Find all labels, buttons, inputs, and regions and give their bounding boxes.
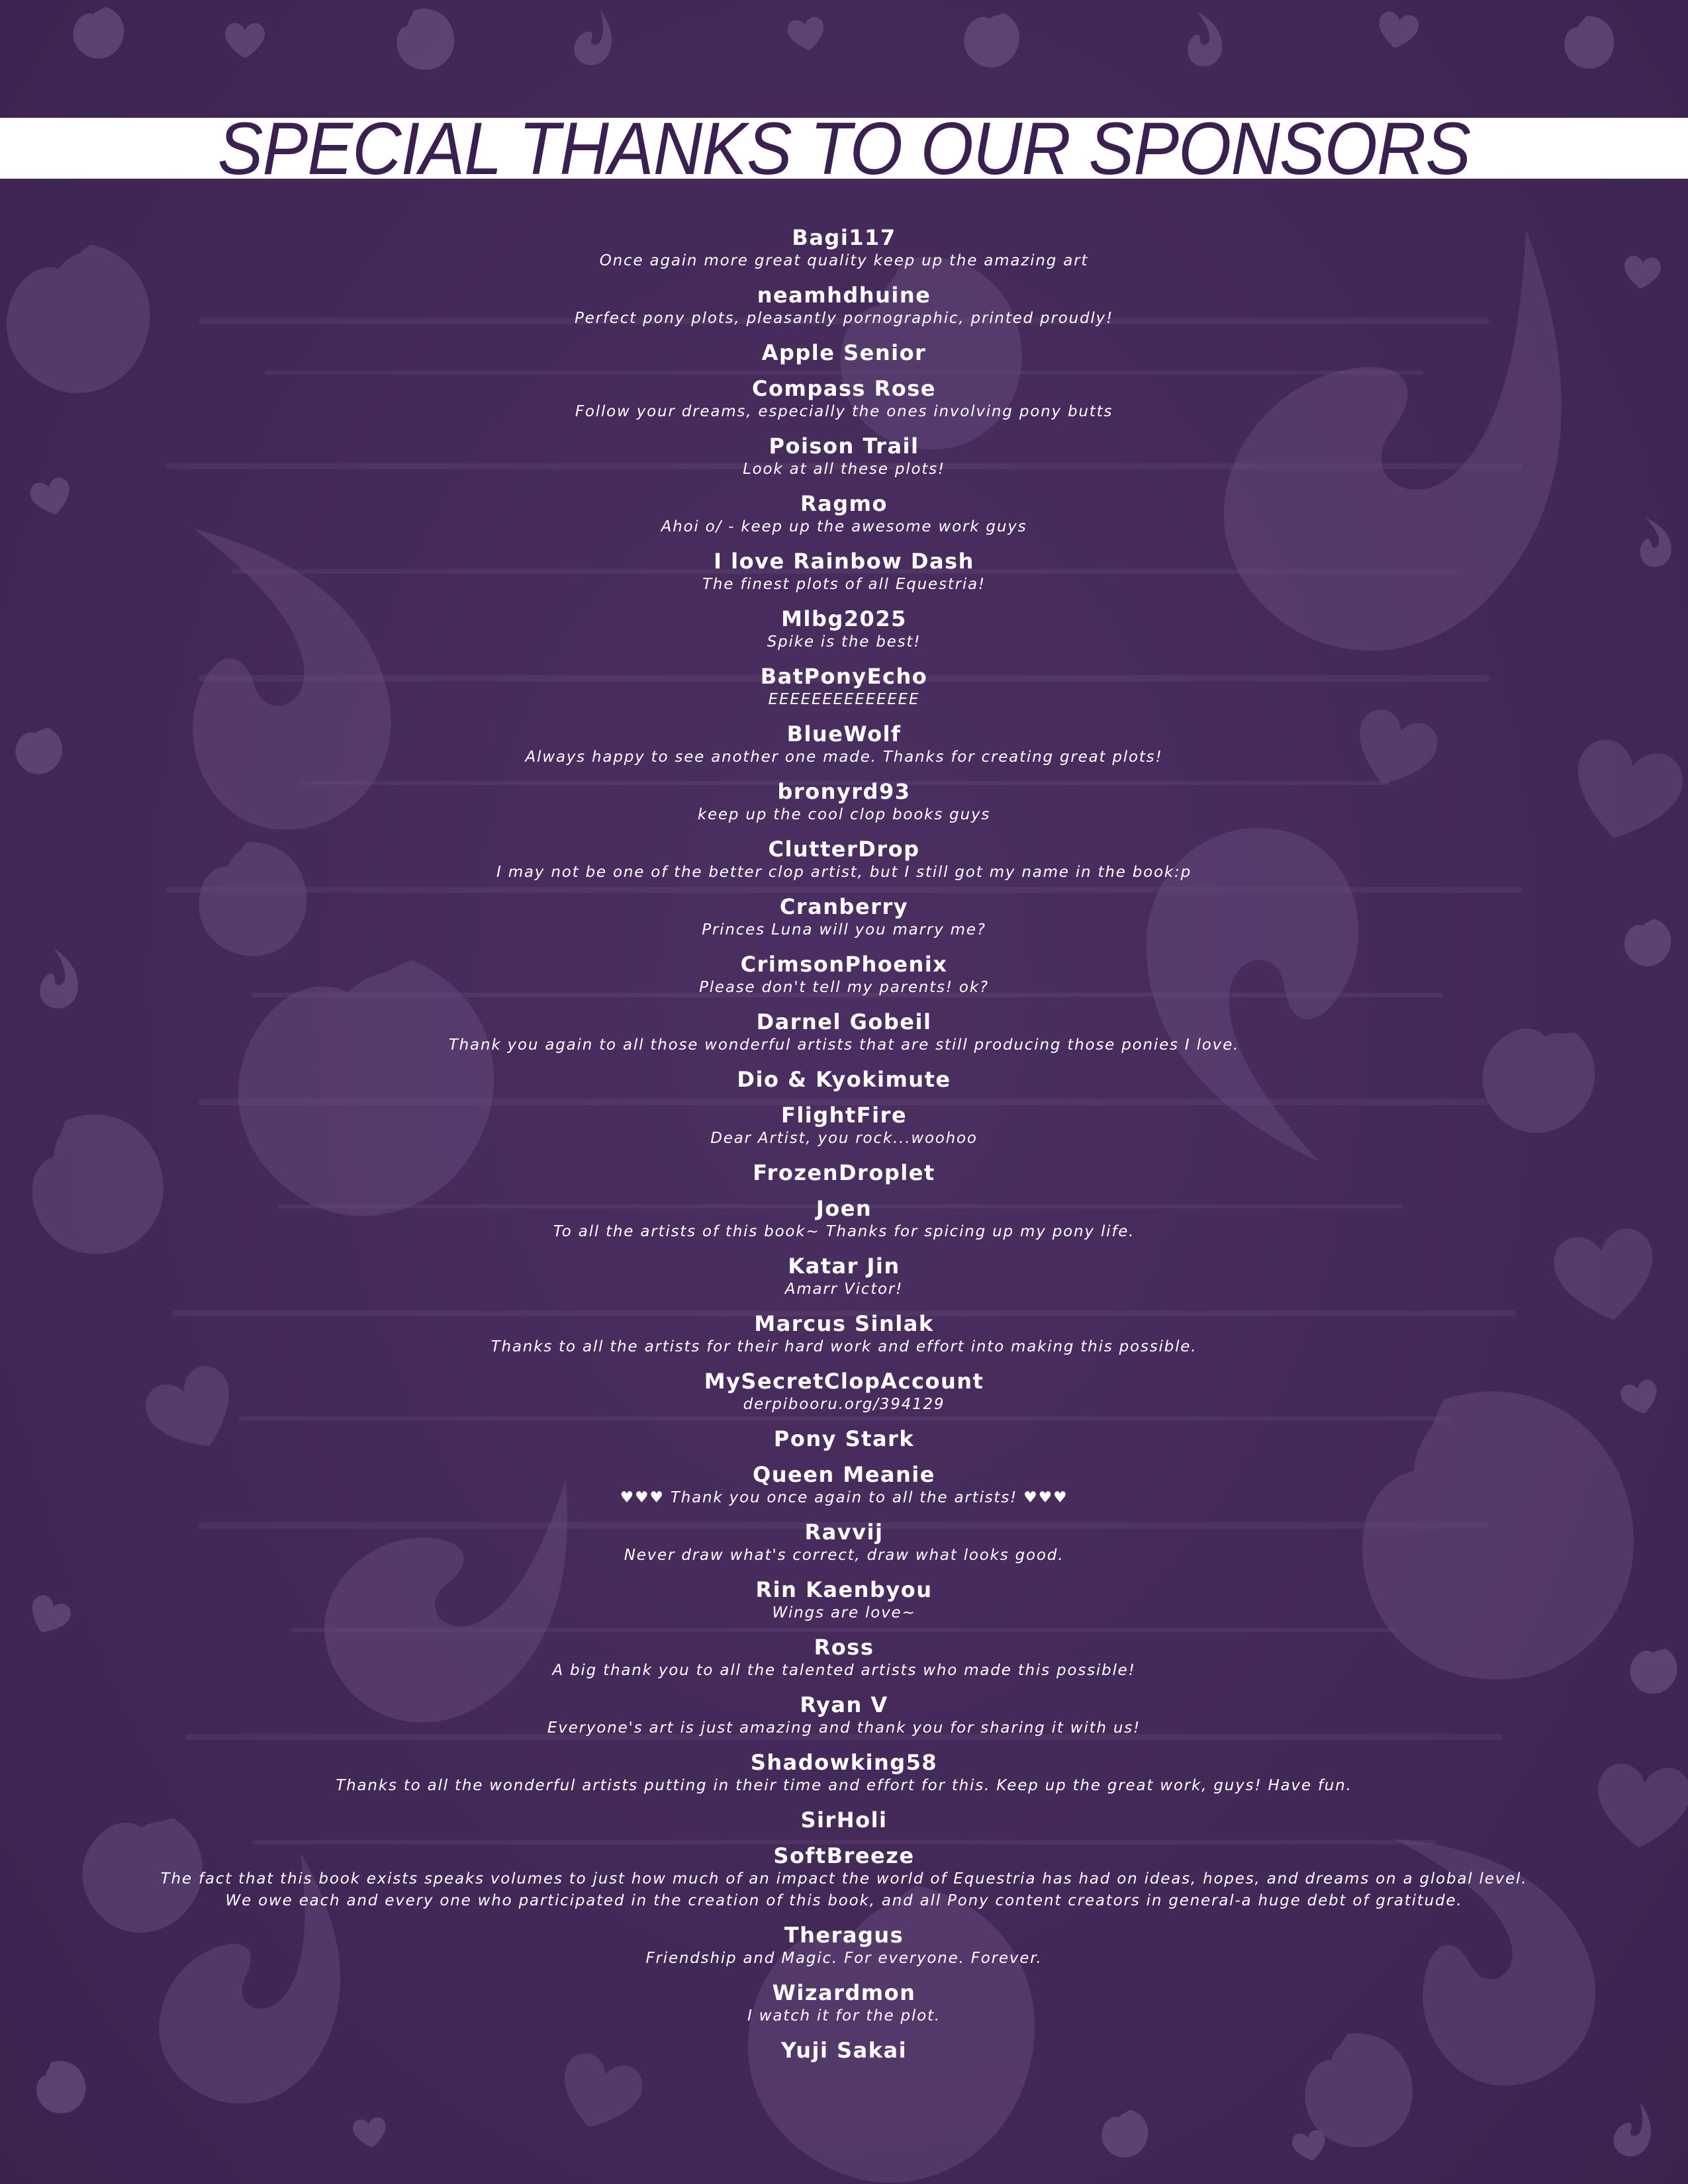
sponsor-name: Compass Rose	[752, 376, 936, 401]
sponsor-message: Wings are love~	[772, 1604, 916, 1621]
sponsor-name: Ravvij	[804, 1520, 884, 1545]
page-title: SPECIAL THANKS TO OUR SPONSORS	[217, 107, 1471, 190]
sponsor-entry	[0, 1750, 1688, 1797]
sponsor-name: Bagi117	[792, 225, 896, 250]
sponsor-message: derpibooru.org/394129	[743, 1396, 945, 1413]
sponsor-message: Follow your dreams, especially the ones involving pony butts	[575, 403, 1113, 420]
sponsor-message: Please don't tell my parents! ok?	[699, 979, 989, 996]
sponsor-name: neamhdhuine	[757, 283, 931, 308]
sponsor-entry	[0, 1160, 1688, 1185]
sponsor-entry	[0, 1462, 1688, 1509]
sponsor-message: The finest plots of all Equestria!	[702, 576, 986, 593]
sponsor-entry	[0, 721, 1688, 768]
sponsor-message: The fact that this book exists speaks volumes to just how much of an impact the world of Equestria has had on ideas, hopes, and dreams on a global level.	[160, 1870, 1528, 1888]
sponsor-entry	[0, 1692, 1688, 1739]
sponsor-entry	[0, 1067, 1688, 1092]
sponsor-entry	[0, 1369, 1688, 1416]
sponsor-message: Thanks to all the artists for their hard work and effort into making this possible.	[491, 1338, 1197, 1355]
sponsor-name: CrimsonPhoenix	[740, 952, 948, 977]
sponsor-name: Ross	[814, 1635, 874, 1660]
sponsor-message: Dear Artist, you rock...woohoo	[710, 1130, 978, 1147]
sponsor-name: Ragmo	[800, 491, 888, 516]
sponsor-message: Never draw what's correct, draw what looks good.	[624, 1547, 1064, 1564]
sponsor-name: Katar Jin	[788, 1253, 900, 1279]
sponsor-name: Queen Meanie	[753, 1462, 935, 1487]
sponsor-name: I love Rainbow Dash	[714, 549, 974, 574]
sponsor-entry	[0, 952, 1688, 999]
sponsor-name: Mlbg2025	[781, 606, 907, 631]
sponsor-name: Wizardmon	[772, 1980, 916, 2005]
sponsor-entry	[0, 894, 1688, 941]
sponsor-name: Joen	[816, 1196, 872, 1221]
sponsor-message: Perfect pony plots, pleasantly pornographic, printed proudly!	[575, 310, 1113, 327]
sponsor-entry	[0, 376, 1688, 423]
sponsor-message: ♥♥♥ Thank you once again to all the artists! ♥♥♥	[620, 1489, 1068, 1506]
sponsor-entry	[0, 433, 1688, 480]
sponsor-name: Dio & Kyokimute	[737, 1067, 951, 1092]
sponsor-entry	[0, 779, 1688, 826]
sponsor-entry	[0, 491, 1688, 538]
sponsor-entry	[0, 1635, 1688, 1682]
sponsor-name: Yuji Sakai	[780, 2038, 908, 2063]
sponsor-name: BatPonyEcho	[760, 664, 928, 689]
sponsor-name: Apple Senior	[761, 340, 927, 365]
sponsor-message: To all the artists of this book~ Thanks for spicing up my pony life.	[553, 1223, 1135, 1240]
sponsor-name: ClutterDrop	[768, 837, 920, 862]
sponsor-message: Amarr Victor!	[784, 1281, 904, 1298]
sponsor-entry	[0, 549, 1688, 596]
sponsor-message: I may not be one of the better clop artist, but I still got my name in the book:p	[496, 864, 1192, 881]
sponsor-entry	[0, 1253, 1688, 1300]
sponsor-entry	[0, 340, 1688, 365]
sponsor-entry	[0, 2038, 1688, 2063]
sponsor-message: EEEEEEEEEEEEEE	[768, 691, 920, 708]
sponsor-entry	[0, 1311, 1688, 1358]
sponsor-message: I watch it for the plot.	[747, 2007, 941, 2025]
sponsor-message: Look at all these plots!	[743, 461, 945, 478]
sponsor-message: Always happy to see another one made. Thanks for creating great plots!	[525, 749, 1163, 766]
sponsor-entry	[0, 1843, 1688, 1912]
sponsor-entry	[0, 1577, 1688, 1624]
sponsor-name: Poison Trail	[769, 433, 919, 459]
sponsor-entry	[0, 837, 1688, 884]
sponsor-entry	[0, 1196, 1688, 1243]
sponsor-message: Once again more great quality keep up the amazing art	[599, 252, 1089, 269]
sponsor-message: We owe each and every one who participated in the creation of this book, and all Pony content creators in general-a huge debt of gratitude.	[225, 1892, 1463, 1909]
sponsor-entry	[0, 1009, 1688, 1056]
sponsor-entry	[0, 1520, 1688, 1567]
sponsor-name: Cranberry	[779, 894, 909, 919]
sponsor-name: Darnel Gobeil	[756, 1009, 932, 1034]
sponsor-name: SirHoli	[800, 1807, 888, 1833]
sponsor-name: Pony Stark	[773, 1426, 915, 1451]
sponsor-message: Princes Luna will you marry me?	[702, 921, 986, 938]
sponsor-message: Thank you again to all those wonderful artists that are still producing those ponies I love.	[448, 1036, 1240, 1054]
sponsor-entry	[0, 1426, 1688, 1451]
sponsor-name: bronyrd93	[777, 779, 911, 804]
sponsor-name: Ryan V	[800, 1692, 888, 1717]
sponsor-message: Friendship and Magic. For everyone. Forever.	[645, 1950, 1043, 1967]
sponsor-entry	[0, 225, 1688, 272]
sponsor-entry	[0, 664, 1688, 711]
sponsor-entry	[0, 1980, 1688, 2027]
sponsor-entry	[0, 1103, 1688, 1150]
sponsor-message: keep up the cool clop books guys	[697, 806, 991, 823]
sponsor-name: SoftBreeze	[773, 1843, 915, 1868]
sponsor-entry	[0, 606, 1688, 653]
sponsor-name: FlightFire	[780, 1103, 908, 1128]
sponsor-list	[0, 225, 1688, 2073]
sponsor-message: Spike is the best!	[767, 633, 921, 651]
sponsor-entry	[0, 1807, 1688, 1833]
sponsor-name: Rin Kaenbyou	[755, 1577, 933, 1602]
sponsor-entry	[0, 283, 1688, 330]
sponsor-name: Marcus Sinlak	[754, 1311, 934, 1336]
sponsor-name: Theragus	[784, 1923, 904, 1948]
sponsor-message: A big thank you to all the talented artists who made this possible!	[552, 1662, 1136, 1679]
sponsor-entry	[0, 1923, 1688, 1970]
sponsor-name: FrozenDroplet	[753, 1160, 935, 1185]
sponsor-name: BlueWolf	[786, 721, 902, 747]
sponsor-message: Everyone's art is just amazing and thank you for sharing it with us!	[547, 1719, 1141, 1737]
sponsor-message: Ahoi o/ - keep up the awesome work guys	[661, 518, 1027, 535]
sponsor-message: Thanks to all the wonderful artists putting in their time and effort for this. Keep up the great work, guys! Have fun.	[336, 1777, 1352, 1794]
sponsor-name: Shadowking58	[750, 1750, 938, 1775]
sponsor-name: MySecretClopAccount	[704, 1369, 984, 1394]
